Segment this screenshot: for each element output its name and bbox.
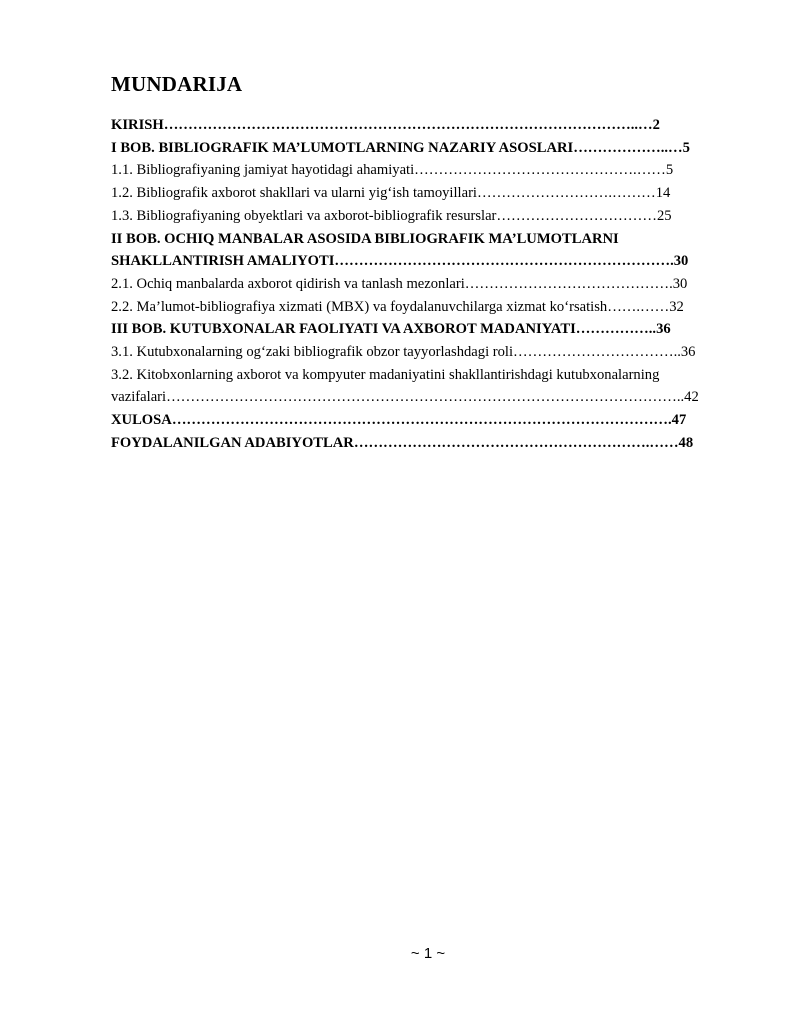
toc-entry-3-2-line-2: vazifalari……………………………………………………………………………………………..42	[111, 389, 699, 406]
toc-entry-1-3: 1.3. Bibliografiyaning obyektlari va axborot-bibliografik resurslar……………………………25	[111, 207, 672, 224]
toc-entry-xulosa: XULOSA………………………………………………………………………………………….47	[111, 412, 687, 429]
toc-entry-chapter-1: I BOB. BIBLIOGRAFIK MA’LUMOTLARNING NAZARIY ASOSLARI………………..…5	[111, 139, 690, 156]
toc-entry-chapter-3: III BOB. KUTUBXONALAR FAOLIYATI VA AXBOROT MADANIYATI……………..36	[111, 321, 671, 338]
table-of-contents	[111, 114, 751, 455]
toc-entry-chapter-2-line-1: II BOB. OCHIQ MANBALAR ASOSIDA BIBLIOGRAFIK MA’LUMOTLARNI	[111, 230, 619, 247]
page-number: ~ 1 ~	[410, 945, 446, 962]
toc-entry-2-1: 2.1. Ochiq manbalarda axborot qidirish va tanlash mezonlari…………………………………….30	[111, 275, 688, 292]
toc-entry-1-2: 1.2. Bibliografik axborot shakllari va ularni yig‘ish tamoyillari……………………….………14	[111, 185, 671, 202]
toc-entry-2-2: 2.2. Ma’lumot-bibliografiya xizmati (MBX) va foydalanuvchilarga xizmat ko‘rsatish…….……32	[111, 298, 684, 315]
toc-title: MUNDARIJA	[111, 72, 243, 96]
toc-entry-3-1: 3.1. Kutubxonalarning og‘zaki bibliografik obzor tayyorlashdagi roli……………………………..36	[111, 344, 696, 361]
toc-entry-1-1: 1.1. Bibliografiyaning jamiyat hayotidagi ahamiyati……………………………………….……5	[111, 162, 674, 179]
toc-entry-kirish: KIRISH……………………………………………………………………………………..…2	[111, 117, 660, 133]
toc-entry-references: FOYDALANILGAN ADABIYOTLAR…………………………………………………….……48	[111, 434, 694, 451]
toc-entry-3-2-line-1: 3.2. Kitobxonlarning axborot va kompyuter madaniyatini shakllantirishdagi kutubxonalarning	[111, 366, 660, 383]
toc-entry-chapter-2-line-2: SHAKLLANTIRISH AMALIYOTI…………………………………………………………….30	[111, 253, 689, 270]
